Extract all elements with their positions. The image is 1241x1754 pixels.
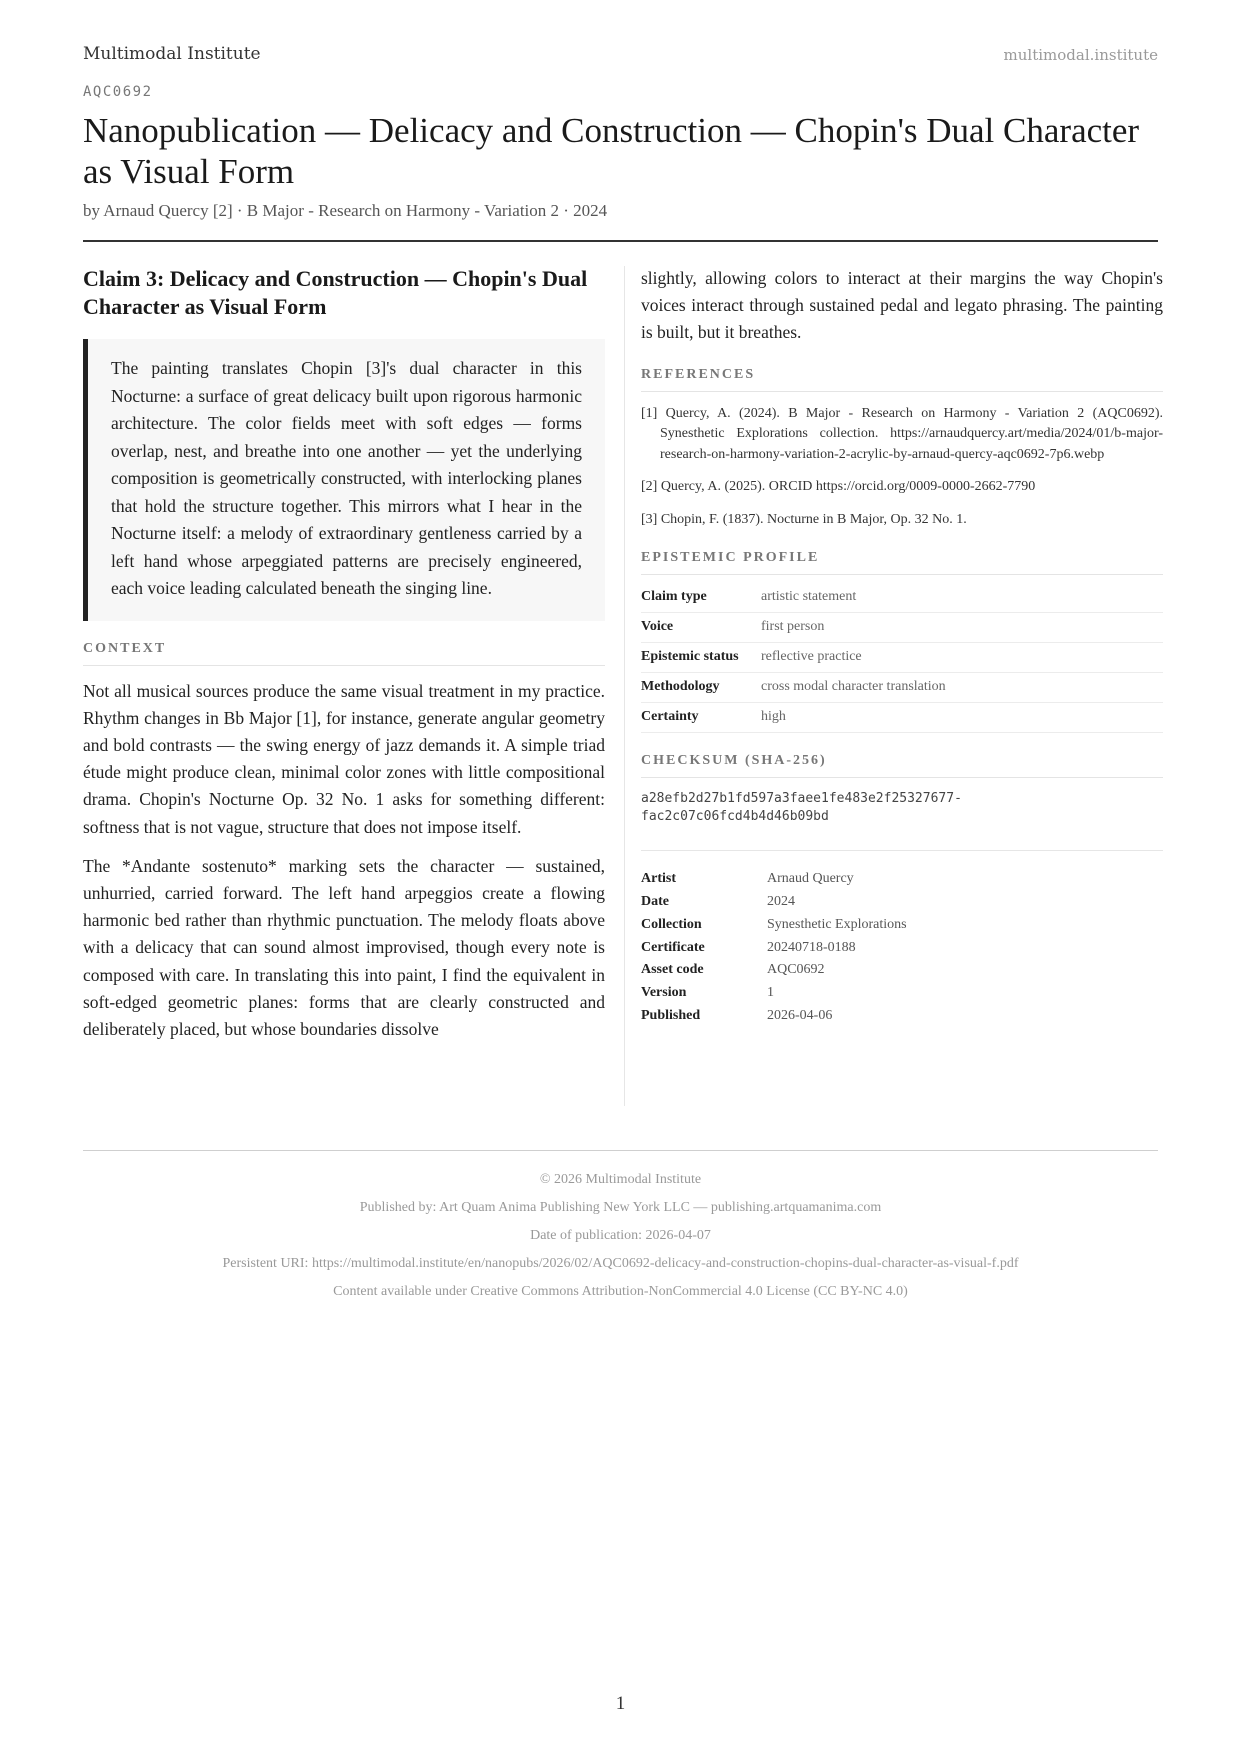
profile-value: high	[761, 703, 1163, 733]
epistemic-profile-label: EPISTEMIC PROFILE	[641, 550, 1163, 575]
metadata-key: Published	[641, 1007, 701, 1023]
profile-row	[641, 643, 1163, 673]
institute-domain: multimodal.institute	[1003, 46, 1158, 64]
metadata-row	[641, 938, 907, 961]
checksum-line: a28efb2d27b1fd597a3faee1fe483e2f25327677-	[641, 791, 962, 807]
page-footer	[83, 1170, 1158, 1310]
profile-value: reflective practice	[761, 643, 1163, 673]
column-divider	[624, 266, 625, 1106]
profile-key: Voice	[641, 613, 761, 643]
page-title: Nanopublication — Delicacy and Construction — Chopin's Dual Character as Visual Form	[83, 111, 1140, 191]
claim-quote: The painting translates Chopin [3]'s dual character in this Nocturne: a surface of great delicacy built upon rigorous harmonic architecture. The color fields meet with soft edges — forms overlap, nest, and breathe into one another — yet the underlying composition is geometrically constructed, with interlocking planes that hold the structure together. This mirrors what I hear in the Nocturne itself: a melody of extraordinary gentleness carried by a left hand whose arpeggiated patterns are precisely engineered, each voice leading calculated beneath the singing line.	[83, 339, 605, 621]
metadata-value: Arnaud Quercy	[767, 871, 854, 887]
institute-name: Multimodal Institute	[83, 44, 261, 64]
profile-row	[641, 583, 1163, 613]
checksum-label: CHECKSUM (SHA-256)	[641, 753, 1163, 778]
profile-key: Claim type	[641, 583, 761, 613]
context-label: CONTEXT	[83, 641, 605, 666]
epistemic-profile-table	[641, 583, 1163, 733]
metadata-key: Collection	[641, 916, 702, 932]
context-continuation: slightly, allowing colors to interact at their margins the way Chopin's voices interact through sustained pedal and legato phrasing. The painting is built, but it breathes.	[641, 268, 1163, 343]
metadata-row	[641, 1006, 907, 1029]
metadata-key: Date	[641, 893, 669, 909]
footer-license: Content available under Creative Commons Attribution-NonCommercial 4.0 License (CC BY-NC 4.0)	[333, 1284, 908, 1299]
right-column	[641, 265, 1163, 1029]
left-column	[83, 265, 605, 1043]
metadata-value: Synesthetic Explorations	[767, 916, 907, 932]
context-paragraph: Not all musical sources produce the same visual treatment in my practice. Rhythm changes in Bb Major [1], for instance, generate angular geometry and bold contrasts — the swing energy of jazz demands it. A simple triad étude might produce clean, minimal color zones with little compositional drama. Chopin's Nocturne Op. 32 No. 1 asks for something different: softness that is not vague, structure that does not impose itself.	[83, 680, 605, 837]
metadata-key: Version	[641, 985, 687, 1001]
footer-copyright: © 2026 Multimodal Institute	[539, 1172, 702, 1187]
reference-list	[641, 404, 1163, 531]
metadata-row	[641, 869, 907, 892]
checksum-value	[641, 790, 1163, 851]
reference-item: [3] Chopin, F. (1837). Nocturne in B Major, Op. 32 No. 1.	[641, 511, 967, 527]
footer-divider	[83, 1150, 1158, 1151]
metadata-value: 2026-04-06	[767, 1007, 833, 1023]
context-paragraph: The *Andante sostenuto* marking sets the character — sustained, unhurried, carried forward. The left hand arpeggios create a flowing harmonic bed rather than rhythmic punctuation. The melody floats above with a delicacy that can sound almost improvised, though every note is composed with care. In translating this into paint, I find the equivalent in soft-edged geometric planes: forms that are clearly constructed and deliberately placed, but whose boundaries dissolve	[83, 855, 605, 1039]
profile-key: Certainty	[641, 703, 761, 733]
metadata-row	[641, 960, 907, 983]
metadata-key: Certificate	[641, 939, 705, 955]
metadata-value: 20240718-0188	[767, 939, 856, 955]
metadata-value: 2024	[767, 893, 795, 909]
metadata-row	[641, 892, 907, 915]
references-label: REFERENCES	[641, 367, 1163, 392]
footer-publication-date: Date of publication: 2026-04-07	[530, 1228, 711, 1243]
profile-row	[641, 703, 1163, 733]
claim-heading: Claim 3: Delicacy and Construction — Chopin's Dual Character as Visual Form	[83, 266, 588, 319]
profile-row	[641, 673, 1163, 703]
profile-value: artistic statement	[761, 583, 1163, 613]
profile-row	[641, 613, 1163, 643]
footer-persistent-uri: Persistent URI: https://multimodal.institute/en/nanopubs/2026/02/AQC0692-delicacy-and-construction-chopins-dual-character-as-visual-f.pdf	[222, 1256, 1019, 1271]
metadata-row	[641, 983, 907, 1006]
profile-value: cross modal character translation	[761, 673, 1163, 703]
footer-publisher: Published by: Art Quam Anima Publishing New York LLC — publishing.artquamanima.com	[359, 1200, 882, 1215]
metadata-key: Asset code	[641, 962, 704, 978]
metadata-value: 1	[767, 985, 774, 1001]
byline: by Arnaud Quercy [2] · B Major - Research on Harmony - Variation 2 · 2024	[83, 201, 608, 220]
page-number: 1	[615, 1693, 626, 1714]
reference-item: [1] Quercy, A. (2024). B Major - Research on Harmony - Variation 2 (AQC0692). Synesthetic Explorations collection. https://arnaudquercy.art/media/2024/01/b-major-research-on-harmony-variation-2-acrylic-by-arnaud-quercy-aqc0692-7p6.webp	[641, 405, 1163, 462]
metadata-value: AQC0692	[767, 962, 825, 978]
metadata-key: Artist	[641, 871, 676, 887]
asset-code: AQC0692	[83, 84, 153, 100]
profile-value: first person	[761, 613, 1163, 643]
metadata-row	[641, 915, 907, 938]
profile-key: Methodology	[641, 673, 761, 703]
reference-item: [2] Quercy, A. (2025). ORCID https://orcid.org/0009-0000-2662-7790	[641, 479, 1036, 495]
profile-key: Epistemic status	[641, 643, 761, 673]
checksum-line: fac2c07c06fcd4b4d46b09bd	[641, 809, 829, 825]
title-divider	[83, 240, 1158, 242]
page-header	[83, 44, 1158, 68]
metadata-table	[641, 869, 907, 1029]
